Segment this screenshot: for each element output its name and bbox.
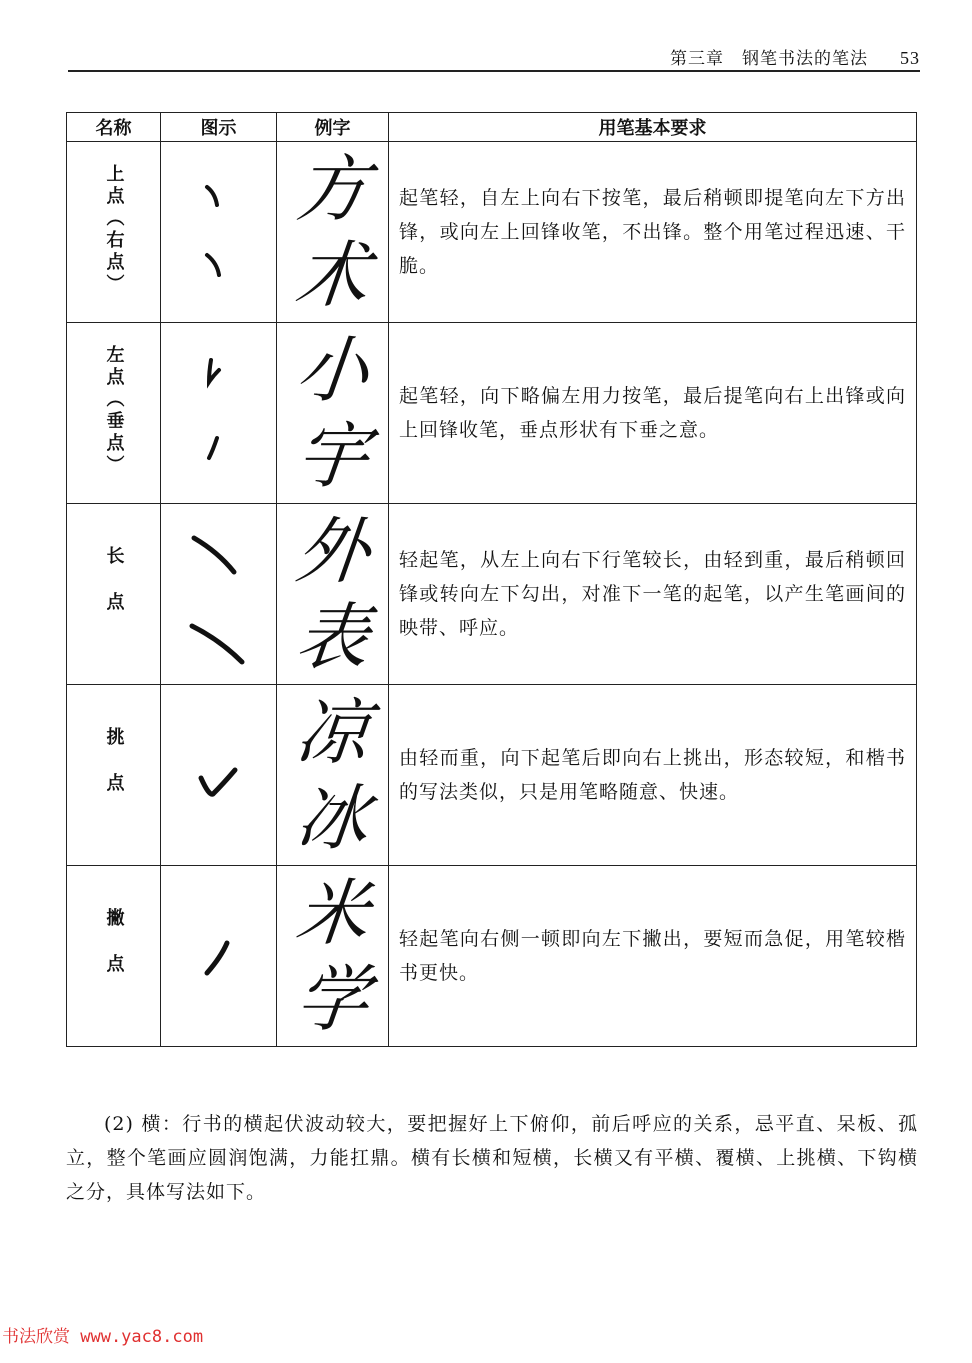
table-row [67, 323, 917, 504]
right-dot-stroke-diagram [179, 157, 259, 307]
requirement-text: 起笔轻，向下略偏左用力按笔，最后提笔向右上出锋或向上回锋收笔，垂点形状有下垂之意。 [389, 323, 917, 504]
table-row [67, 685, 917, 866]
table-row [67, 866, 917, 1047]
watermark-text: 书法欣赏 www.yac8.com [2, 1327, 204, 1347]
column-header-requirement: 用笔基本要求 [389, 113, 917, 142]
example-char: 宇 [292, 414, 373, 498]
example-chars-cell [277, 504, 389, 685]
column-header-name: 名称 [67, 113, 161, 142]
stroke-name-cell [67, 685, 161, 866]
stroke-name: 上点（右点） [103, 164, 125, 296]
stroke-name: 挑点 [103, 727, 125, 819]
example-char: 米 [292, 871, 373, 955]
example-chars-cell [277, 142, 389, 323]
example-char: 方 [292, 147, 373, 231]
stroke-diagram-cell [161, 142, 277, 323]
table-header-row [67, 113, 917, 142]
stroke-diagram-cell [161, 504, 277, 685]
example-chars-cell [277, 866, 389, 1047]
example-char: 表 [292, 595, 373, 679]
example-chars-cell [277, 323, 389, 504]
page-number: 53 [900, 48, 920, 68]
left-dot-stroke-diagram [179, 338, 259, 488]
body-paragraph: (2) 横：行书的横起伏波动较大，要把握好上下俯仰，前后呼应的关系，忌平直、呆板、孤立，整个笔画应圆润饱满，力能扛鼎。横有长横和短横，长横又有平横、覆横、上挑横、下钩横之分，具体写法如下。 [66, 1113, 918, 1203]
requirement-text: 起笔轻，自左上向右下按笔，最后稍顿即提笔向左下方出锋，或向左上回锋收笔，不出锋。整个用笔过程迅速、干脆。 [389, 142, 917, 323]
example-char: 凉 [292, 690, 373, 774]
table-row [67, 504, 917, 685]
example-chars-cell [277, 685, 389, 866]
stroke-diagram-cell [161, 866, 277, 1047]
stroke-diagram-cell [161, 685, 277, 866]
chapter-title: 钢笔书法的笔法 [742, 49, 868, 69]
stroke-name-cell [67, 866, 161, 1047]
example-char: 外 [292, 509, 373, 593]
example-char: 小 [292, 328, 373, 412]
chapter-label: 第三章 [670, 49, 724, 69]
stroke-name: 左点（垂点） [103, 345, 125, 477]
stroke-name-cell [67, 504, 161, 685]
rising-dot-stroke-diagram [179, 700, 259, 850]
stroke-table [66, 112, 917, 1047]
example-char: 冰 [292, 776, 373, 860]
page-header [68, 40, 920, 72]
stroke-name: 长点 [103, 546, 125, 638]
column-header-example: 例字 [277, 113, 389, 142]
stroke-name: 撇点 [103, 908, 125, 1000]
stroke-name-cell [67, 142, 161, 323]
stroke-diagram-cell [161, 323, 277, 504]
header-text [670, 44, 920, 69]
example-char: 术 [292, 233, 373, 317]
requirement-text: 由轻而重，向下起笔后即向右上挑出，形态较短，和楷书的写法类似，只是用笔略随意、快速。 [389, 685, 917, 866]
long-dot-stroke-diagram [174, 514, 264, 674]
requirement-text: 轻起笔向右侧一顿即向左下撇出，要短而急促，用笔较楷书更快。 [389, 866, 917, 1047]
column-header-diagram: 图示 [161, 113, 277, 142]
requirement-text: 轻起笔，从左上向右下行笔较长，由轻到重，最后稍顿回锋或转向左下勾出，对准下一笔的起笔，以产生笔画间的映带、呼应。 [389, 504, 917, 685]
example-char: 学 [292, 957, 373, 1041]
table-row [67, 142, 917, 323]
left-falling-dot-stroke-diagram [179, 881, 259, 1031]
stroke-name-cell [67, 323, 161, 504]
